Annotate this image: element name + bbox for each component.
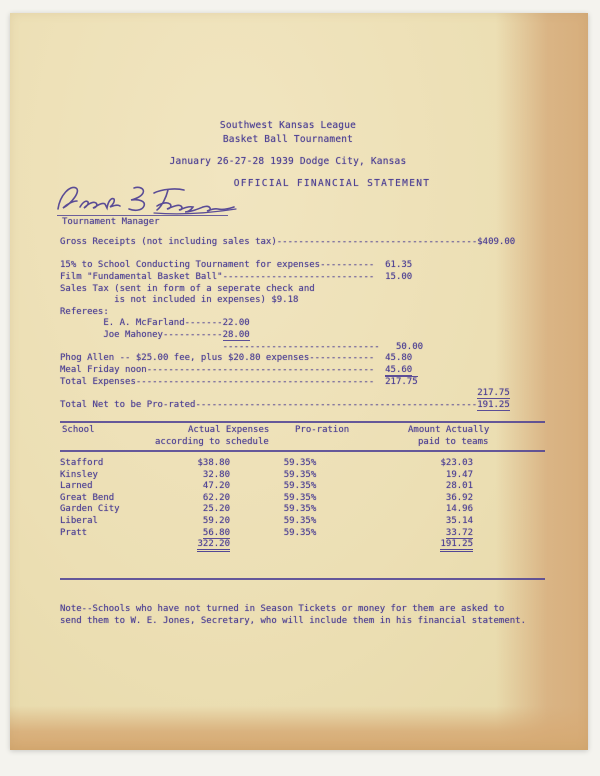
statement-line: Referees: [60, 306, 109, 317]
table-header-expenses-2: according to schedule [155, 437, 269, 447]
header-title: OFFICIAL FINANCIAL STATEMENT [233, 178, 431, 189]
statement-line: Film "Fundamental Basket Ball"---------------------------- 15.00 [60, 271, 413, 282]
table-header-rule [60, 450, 545, 452]
statement-line: Phog Allen -- $25.00 fee, plus $20.80 expenses------------ 45.80 [60, 353, 413, 364]
statement-block [60, 237, 515, 412]
statement-line: E. A. McFarland-------22.00 [60, 318, 250, 329]
bottom-separator-rule [60, 578, 545, 580]
statement-line: Joe Mahoney-----------28.00 [60, 330, 250, 341]
table-row: Pratt 56.80 59.35% 33.72 [60, 527, 473, 538]
statement-line: 217.75 [477, 388, 510, 399]
statement-line [60, 249, 515, 261]
table-row: Kinsley 32.80 59.35% 19.47 [60, 469, 473, 480]
table-row: 322.20 191.25 [60, 539, 545, 551]
statement-line: Meal Friday noon------------------------------------------ 45.60 [60, 365, 413, 376]
table-header-paid-2: paid to teams [418, 437, 489, 447]
statement-line: is not included in expenses) $9.18 [60, 295, 299, 306]
signature-handwriting [50, 181, 240, 217]
table-body [60, 458, 545, 551]
table-row: Liberal 59.20 59.35% 35.14 [60, 515, 473, 526]
table-top-rule [60, 421, 545, 423]
note-line-1: Note--Schools who have not turned in Season Tickets or money for them are asked to [60, 604, 505, 614]
table-header-school: School [62, 425, 95, 435]
table-header-paid-1: Amount Actually [408, 425, 490, 435]
header-league-line: Southwest Kansas League [219, 120, 357, 131]
note-line-2: send them to W. E. Jones, Secretary, who will include them in his financial statement. [60, 616, 526, 626]
document-paper [10, 13, 588, 750]
table-header-proration: Pro-ration [295, 425, 350, 435]
statement-line: 15% to School Conducting Tournament for expenses---------- 61.35 [60, 260, 413, 271]
table-row: Great Bend 62.20 59.35% 36.92 [60, 492, 473, 503]
header-date-line: January 26-27-28 1939 Dodge City, Kansas [169, 156, 407, 167]
table-header-expenses-1: Actual Expenses [188, 425, 270, 435]
table-row: Garden City 25.20 59.35% 14.96 [60, 504, 473, 515]
statement-line: Sales Tax (sent in form of a seperate check and [60, 283, 315, 294]
table-row: Larned 47.20 59.35% 28.01 [60, 481, 473, 492]
statement-line: Gross Receipts (not including sales tax)-------------------------------------$409.00 [60, 237, 516, 247]
statement-line: Total Expenses-------------------------------------------- 217.75 [60, 376, 418, 387]
signature-role-label: Tournament Manager [62, 217, 160, 227]
statement-line: ----------------------------- 50.00 [222, 341, 424, 352]
table-row: Stafford $38.80 59.35% $23.03 [60, 458, 473, 468]
header-tournament-line: Basket Ball Tournament [222, 134, 354, 145]
statement-line: Total Net to be Pro-rated----------------------------------------------------191.25 [60, 399, 510, 410]
